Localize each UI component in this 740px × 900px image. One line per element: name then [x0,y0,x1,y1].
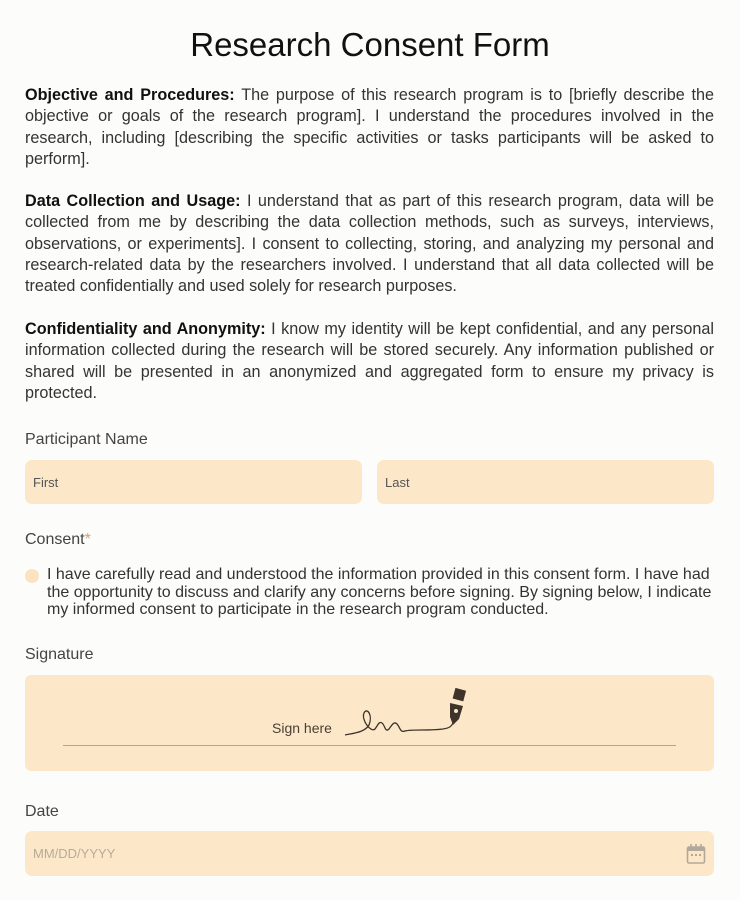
date-label: Date [25,803,59,820]
section-objective [25,85,714,170]
consent-label [25,531,91,549]
signature-line [63,745,676,746]
first-name-input[interactable] [25,460,362,504]
calendar-icon[interactable] [686,843,706,865]
sign-here-hint: Sign here [272,720,332,736]
date-input[interactable] [25,831,714,876]
section-body: I know my identity will be kept confidential, and any personal information collected during the research will be stored securely. Any information published or shared will be presented in an anonymized and aggregated form to ensure my privacy is protected. [25,320,714,402]
section-heading: Objective and Procedures: [25,86,235,104]
pen-signature-icon [343,687,473,742]
consent-label-text: Consent [25,531,85,548]
section-data-collection [25,191,714,297]
consent-option-text: I have carefully read and understood the information provided in this consent form. I have had the opportunity to discuss and clarify any concerns before signing. By signing below, I indicate my informed consent to participate in the research program conducted. [47,566,712,618]
first-name-placeholder: First [33,474,59,490]
section-body: The purpose of this research program is to [briefly describe the objective or goals of the research program]. I understand the procedures involved in the research, including [describing the specific activities or tasks participants will be asked to perform]. [25,86,714,168]
section-heading: Data Collection and Usage: [25,192,241,210]
section-confidentiality [25,319,714,404]
last-name-placeholder: Last [385,474,410,490]
signature-label: Signature [25,646,94,663]
date-placeholder: MM/DD/YYYY [33,846,116,861]
required-asterisk: * [84,531,91,548]
last-name-input[interactable] [377,460,714,504]
page-title: Research Consent Form [190,26,550,63]
signature-pad[interactable] [25,675,714,771]
section-body: I understand that as part of this research program, data will be collected from me by describing the data collection methods, such as surveys, interviews, observations, or experiments]. I consent to collecting, storing, and analyzing my personal and research-related data by the researchers involved. I understand that all data collected will be treated confidentially and used solely for research purposes. [25,192,714,296]
participant-name-label: Participant Name [25,431,148,448]
section-heading: Confidentiality and Anonymity: [25,320,266,338]
consent-radio[interactable] [25,569,39,583]
